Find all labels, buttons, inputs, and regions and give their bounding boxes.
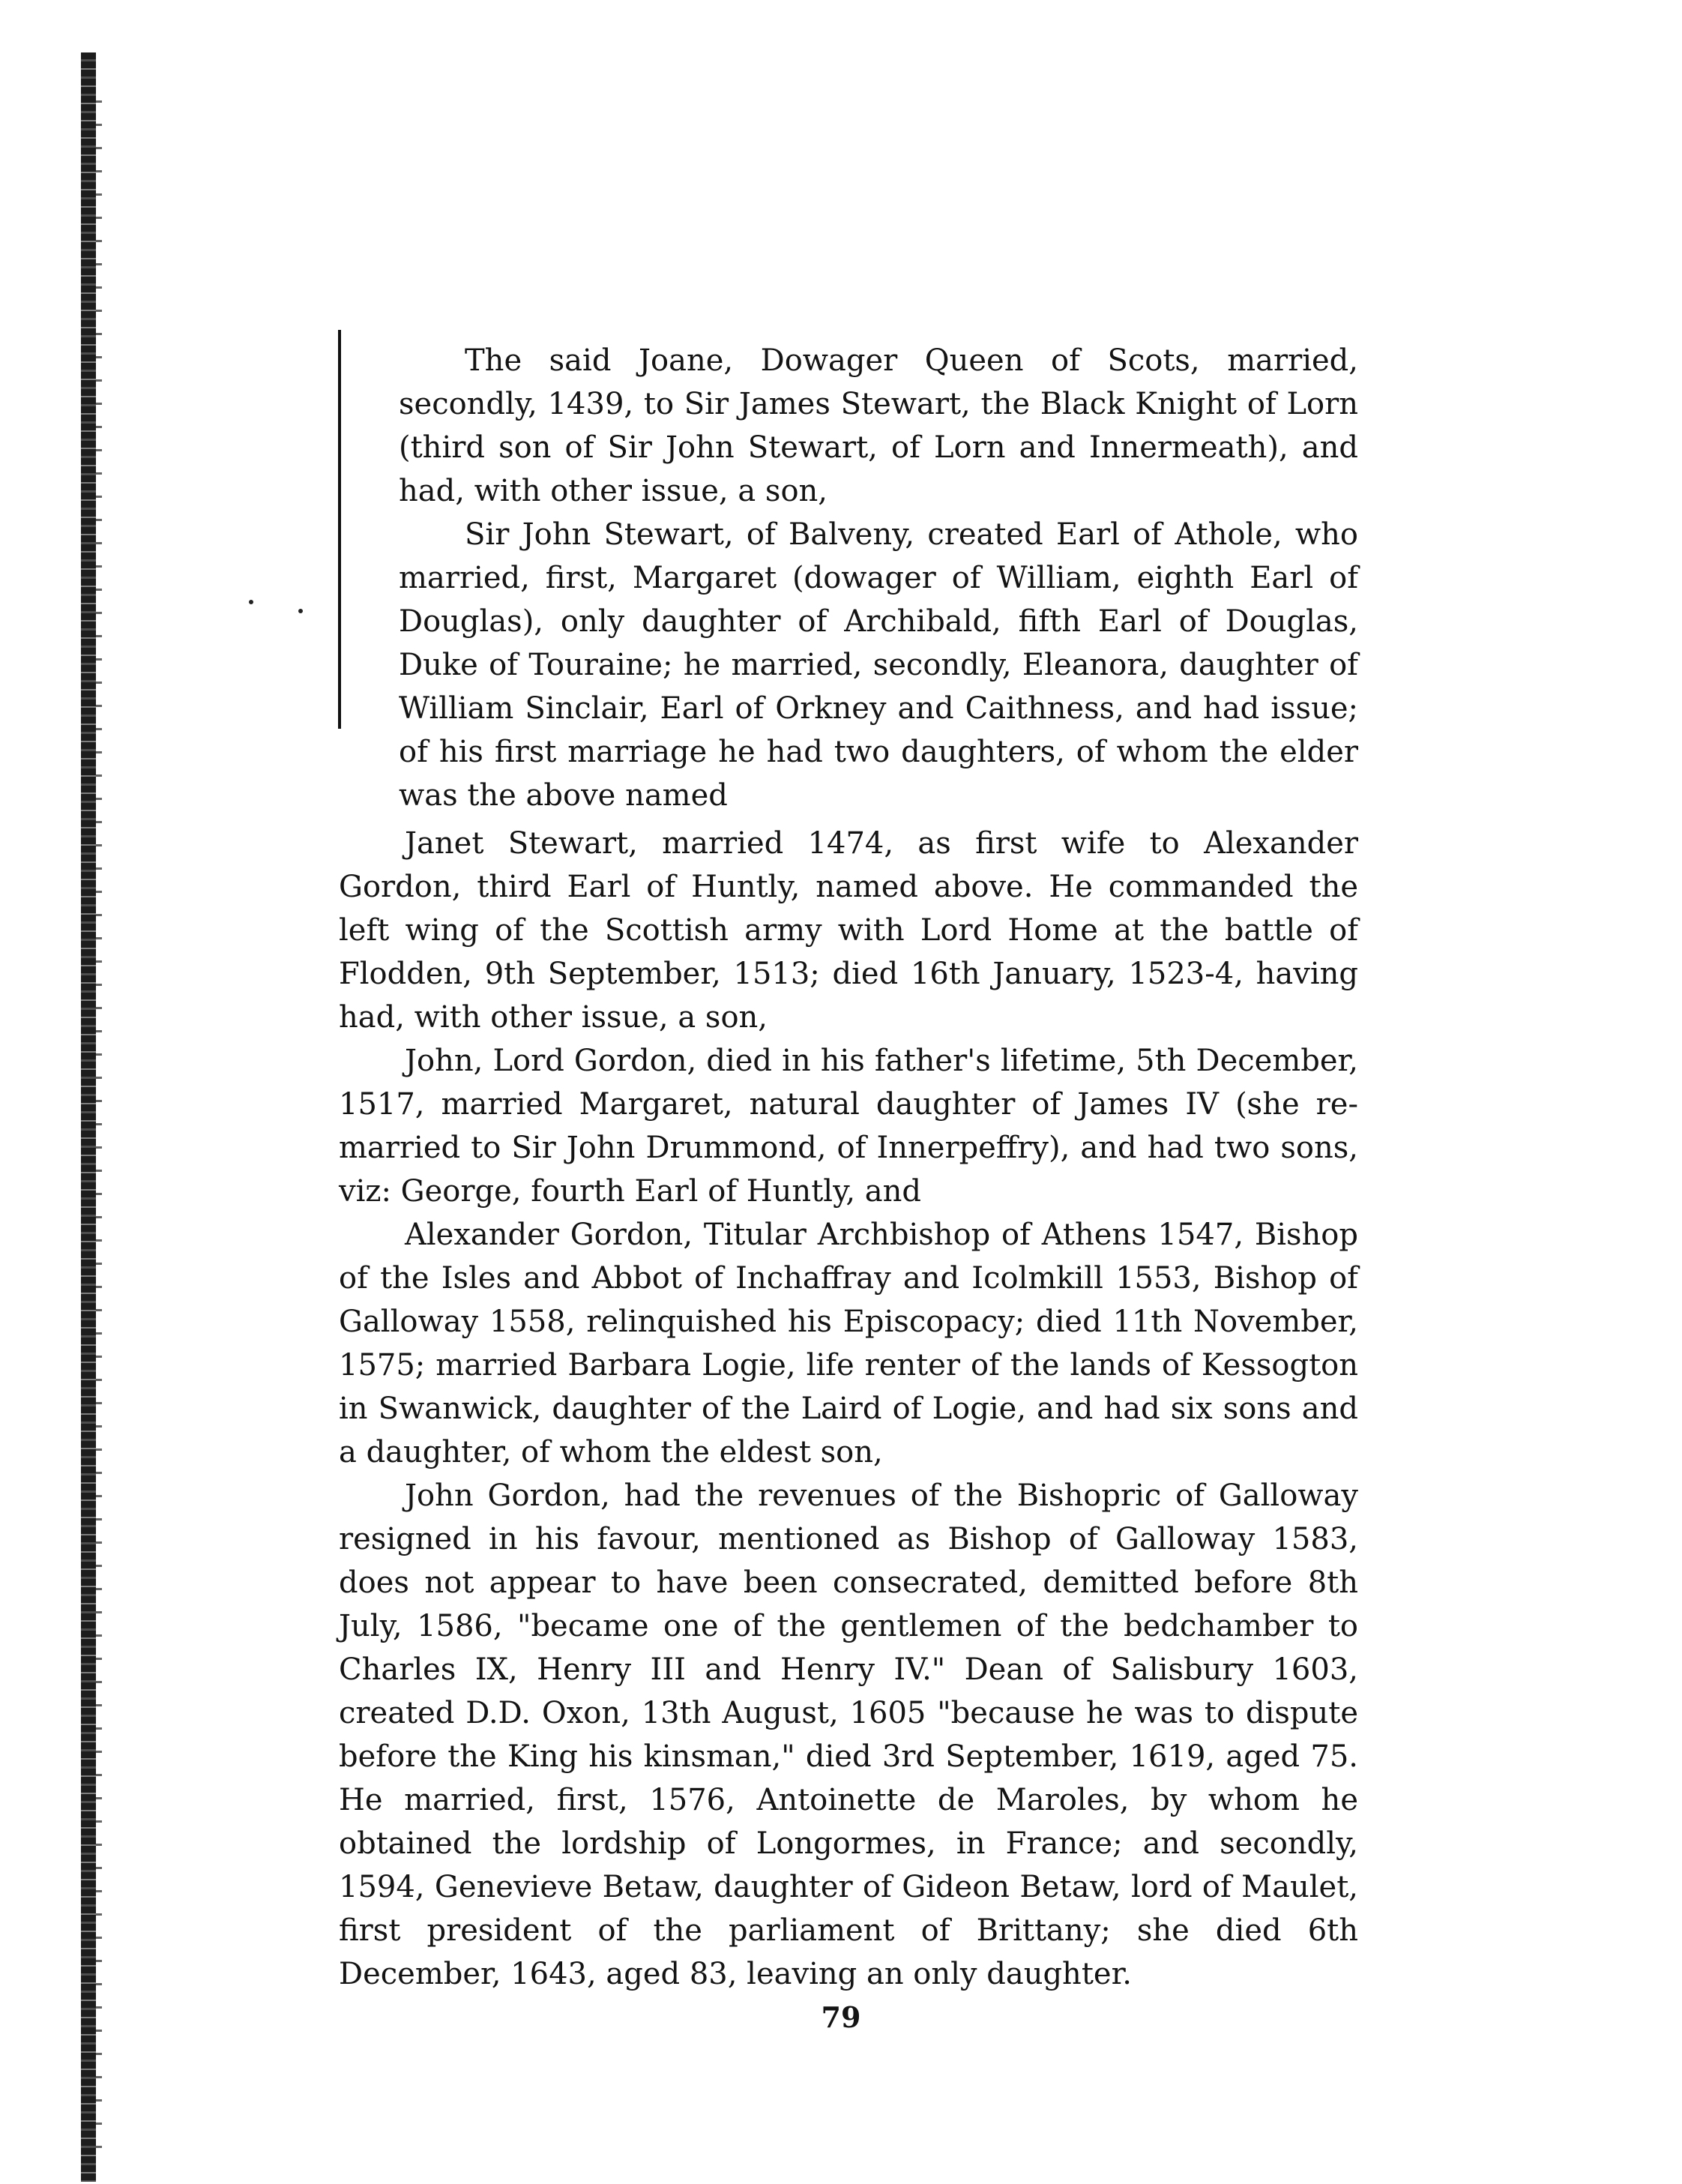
margin-speck [298,609,303,613]
paragraph-john-gordon: John Gordon, had the revenues of the Bishopric of Galloway resigned in his favour, mentioned as Bishop of Galloway 1583, does not appear to have been consecrated, demitted before 8th July, 1586, "became one of the gentlemen of the bedchamber to Charles IX, Henry III and Henry IV." Dean of Salisbury 1603, created D.D. Oxon, 13th August, 1605 "because he was to dispute before the King his kinsman," died 3rd September, 1619, aged 75. He married, first, 1576, Antoinette de Maroles, by whom he obtained the lordship of Longormes, in France; and secondly, 1594, Genevieve Betaw, daughter of Gideon Betaw, lord of Maulet, first president of the parliament of Brittany; she died 6th December, 1643, aged 83, leaving an only daughter. [339,1478,1358,1991]
page-body [339,339,1358,1996]
paragraph-alexander-gordon: Alexander Gordon, Titular Archbishop of Athens 1547, Bishop of the Isles and Abbot of Inchaffray and Icolmkill 1553, Bishop of Galloway 1558, relinquished his Episcopacy; died 11th November, 1575; married Barbara Logie, life renter of the lands of Kessogton in Swanwick, daughter of the Laird of Logie, and had six sons and a daughter, of whom the eldest son, [339,1218,1358,1469]
book-spine-fringe [96,90,102,2159]
paragraph-joane: The said Joane, Dowager Queen of Scots, married, secondly, 1439, to Sir James Stewart, the Black Knight of Lorn (third son of Sir John Stewart, of Lorn and Innermeath), and had, with other issue, a son, [399,343,1358,508]
page-number: 79 [821,2000,861,2034]
paragraph-john-lord-gordon: John, Lord Gordon, died in his father's lifetime, 5th December, 1517, married Margaret, natural daughter of James IV (she re-married to Sir John Drummond, of Innerpeffry), and had two sons, viz: George, fourth Earl of Huntly, and [339,1044,1358,1209]
margin-speck [249,600,253,604]
book-spine-shadow [81,52,96,2182]
paragraph-sir-john-stewart: Sir John Stewart, of Balveny, created Earl of Athole, who married, first, Margaret (dowager of William, eighth Earl of Douglas), only daughter of Archibald, fifth Earl of Douglas, Duke of Touraine; he married, secondly, Eleanora, daughter of William Sinclair, Earl of Orkney and Caithness, and had issue; of his first marriage he had two daughters, of whom the elder was the above named [399,517,1358,813]
paragraph-janet-stewart: Janet Stewart, married 1474, as first wife to Alexander Gordon, third Earl of Huntly, named above. He commanded the left wing of the Scottish army with Lord Home at the battle of Flodden, 9th September, 1513; died 16th January, 1523-4, having had, with other issue, a son, [339,826,1358,1035]
